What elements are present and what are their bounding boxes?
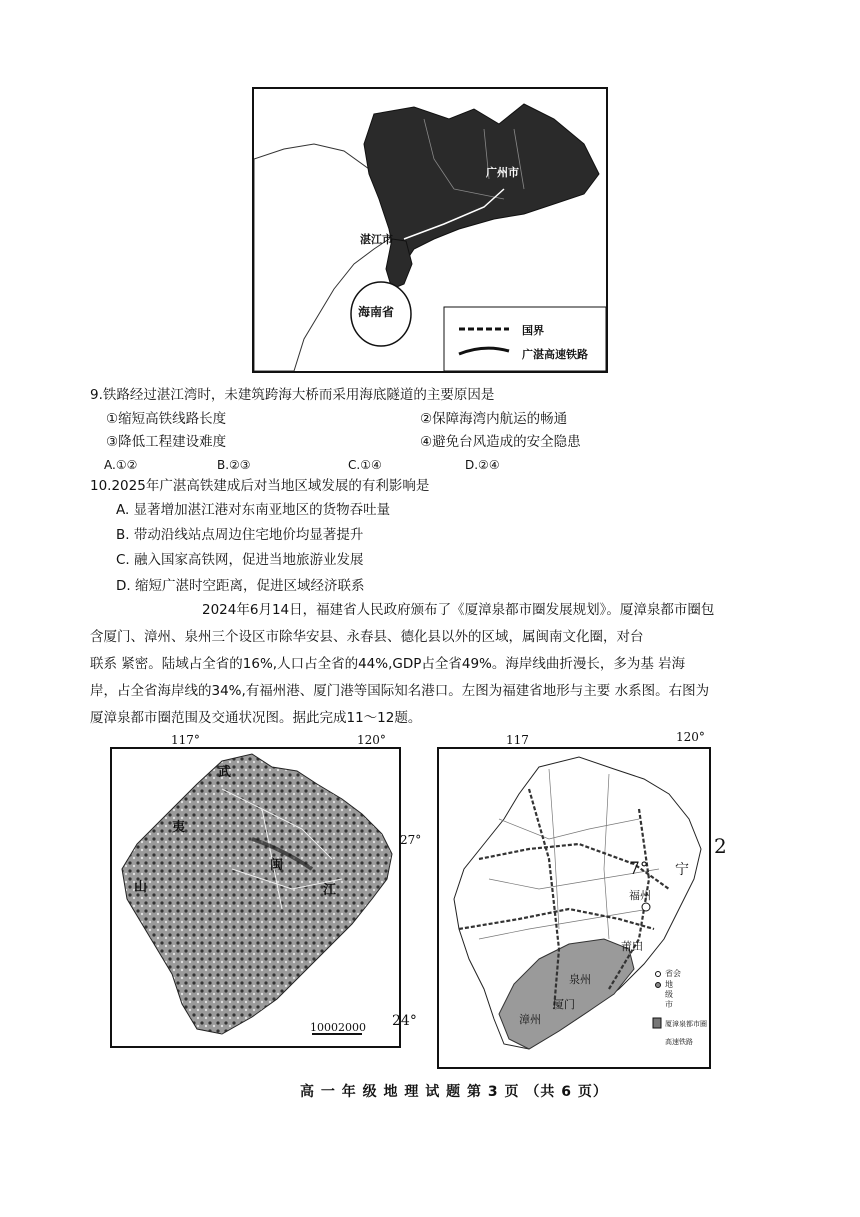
legend-road: 高速铁路 [665,1038,693,1046]
map3-lat-fragment: 7° [629,859,649,879]
q9-choice-c: C.①④ [348,458,382,472]
q9-choice-b: B.②③ [217,458,251,472]
q10-stem: 10.2025年广湛高铁建成后对当地区域发展的有利影响是 [90,478,430,494]
intro-line-4: 岸，占全省海岸线的34%,有福州港、厦门港等国际知名港口。左图为福建省地形与主要 水系图。右图为 [90,683,710,699]
label-putian: 莆田 [621,940,643,953]
q9-stem: 9.铁路经过湛江湾时，未建筑跨海大桥而采用海底隧道的主要原因是 [90,387,495,403]
fujian-terrain-map [110,747,401,1048]
map3-fragment-ning: 宁 [675,862,689,878]
q10-option-c: C. 融入国家高铁网，促进当地旅游业发展 [116,552,364,568]
q9-item-4: ④避免台风造成的安全隐患 [420,434,581,450]
label-quanzhou: 泉州 [569,973,591,986]
legend-city: 地级市 [665,980,673,1009]
label-yi: 夷 [172,820,186,835]
label-min: 闽 [270,858,284,873]
q10-option-b: B. 带动沿线站点周边住宅地价均显著提升 [116,527,364,543]
label-fuzhou: 福州 [629,889,651,902]
guangdong-map-svg [254,89,606,371]
label-shan: 山 [134,880,148,895]
intro-line-5: 厦漳泉都市圈范围及交通状况图。据此完成11～12题。 [90,710,422,726]
q9-item-1: ①缩短高铁线路长度 [106,411,227,427]
label-xiamen: 厦门 [553,998,575,1011]
legend-capital: 省会 [665,969,681,978]
label-wu: 武 [218,765,232,780]
q10-option-a: A. 显著增加湛江港对东南亚地区的货物吞吐量 [116,502,391,518]
side-number: 2 [714,834,727,858]
map3-lon-117: 117 [506,733,529,747]
legend-metro: 厦漳泉都市圈 [665,1020,707,1028]
intro-line-2: 含厦门、漳州、泉州三个设区市除华安县、永春县、德化县以外的区域，属闽南文化圈，对台 [90,629,644,645]
legend-border-label: 国界 [522,324,544,337]
map2-lon-117: 117° [171,733,200,747]
fujian-terrain-svg [112,749,399,1046]
label-zhanjiang: 湛江市 [360,233,393,246]
map2-lat-24: 24° [392,1013,417,1029]
map3-lon-120: 120° [676,730,705,744]
intro-line-3: 联系 紧密。陆域占全省的16%,人口占全省的44%,GDP占全省49%。海岸线曲折漫长，多为基 岩海 [90,656,686,672]
map2-lon-120: 120° [357,733,386,747]
label-hainan: 海南省 [358,305,395,319]
intro-line-1: 2024年6月14日，福建省人民政府颁布了《厦漳泉都市圈发展规划》。厦漳泉都市圈包 [202,602,715,618]
q9-choice-d: D.②④ [465,458,500,472]
q9-item-2: ②保障海湾内航运的畅通 [420,411,568,427]
legend-railway-label: 广湛高速铁路 [522,348,588,361]
q10-option-d: D. 缩短广湛时空距离，促进区域经济联系 [116,578,365,594]
map2-scale: 10002000 [310,1021,366,1034]
label-zhangzhou: 漳州 [519,1013,541,1026]
label-guangzhou: 广州市 [486,166,519,179]
q9-item-3: ③降低工程建设难度 [106,434,227,450]
map2-lat-27: 27° [400,833,422,847]
label-jiang: 江 [323,883,337,898]
page-footer: 高 一 年 级 地 理 试 题 第 3 页 （共 6 页） [300,1084,608,1100]
guangdong-map [252,87,608,373]
q9-choice-a: A.①② [104,458,138,472]
xzq-metro-map [437,747,711,1069]
